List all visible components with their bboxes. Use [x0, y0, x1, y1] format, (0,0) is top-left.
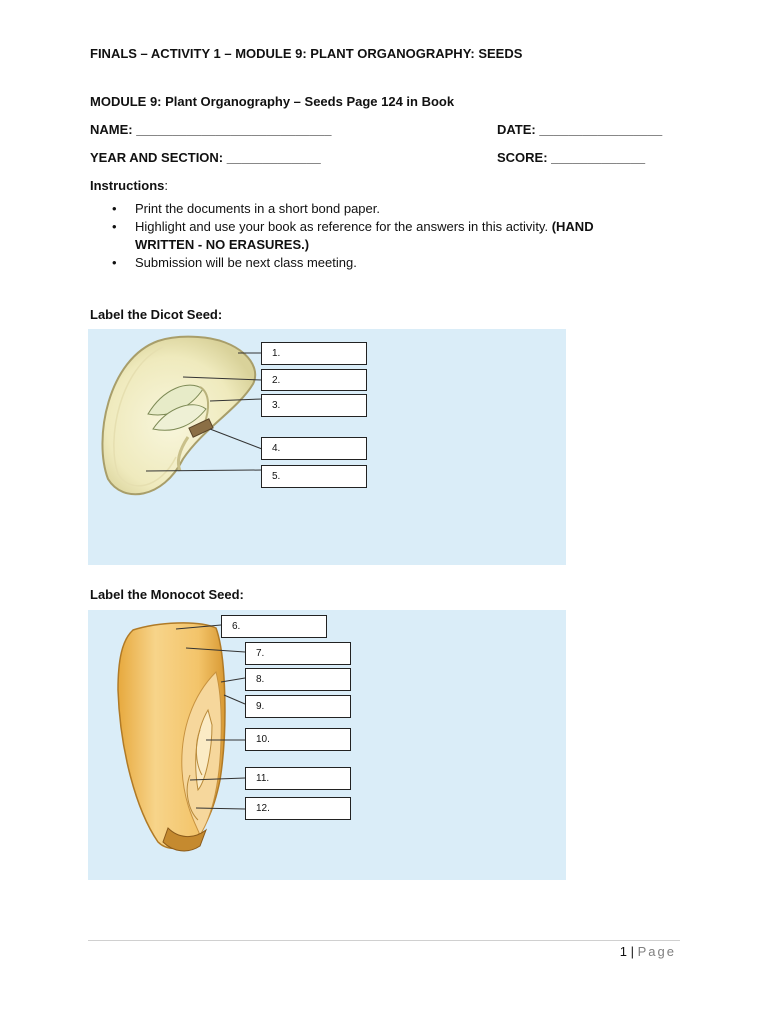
- page-footer: [620, 944, 676, 959]
- document-title: FINALS – ACTIVITY 1 – MODULE 9: PLANT ORGANOGRAPHY: SEEDS: [90, 46, 523, 61]
- module-heading: MODULE 9: Plant Organography – Seeds Page 124 in Book: [90, 94, 455, 109]
- label-box-8[interactable]: 8.: [245, 668, 351, 691]
- year-section-field: YEAR AND SECTION: _____________: [90, 150, 321, 165]
- label-box-4[interactable]: 4.: [261, 437, 367, 460]
- label-box-2[interactable]: 2.: [261, 369, 367, 391]
- instructions-heading: Instructions:: [90, 178, 169, 193]
- label-box-12[interactable]: 12.: [245, 797, 351, 820]
- list-item: • Highlight and use your book as reference for the answers in this activity. (HAND WRITTEN - NO ERASURES.): [90, 218, 650, 254]
- label-box-3[interactable]: 3.: [261, 394, 367, 417]
- label-box-6[interactable]: 6.: [221, 615, 327, 638]
- monocot-heading: Label the Monocot Seed:: [90, 587, 244, 602]
- label-box-5[interactable]: 5.: [261, 465, 367, 488]
- label-box-7[interactable]: 7.: [245, 642, 351, 665]
- date-field: DATE: _________________: [497, 122, 663, 137]
- label-box-1[interactable]: 1.: [261, 342, 367, 365]
- label-box-9[interactable]: 9.: [245, 695, 351, 718]
- footer-divider: [88, 940, 680, 941]
- page-separator: |: [630, 944, 634, 959]
- dicot-heading: Label the Dicot Seed:: [90, 307, 223, 322]
- dicot-panel: [88, 329, 566, 565]
- page-number: 1: [619, 944, 627, 959]
- list-item: • Submission will be next class meeting.: [90, 254, 650, 272]
- page-word: Page: [637, 944, 676, 959]
- name-field: NAME: ___________________________: [90, 122, 332, 137]
- label-box-11[interactable]: 11.: [245, 767, 351, 790]
- instructions-list: [90, 200, 650, 272]
- list-item: • Print the documents in a short bond paper.: [90, 200, 650, 218]
- monocot-panel: [88, 610, 566, 880]
- score-field: SCORE: _____________: [497, 150, 646, 165]
- label-box-10[interactable]: 10.: [245, 728, 351, 751]
